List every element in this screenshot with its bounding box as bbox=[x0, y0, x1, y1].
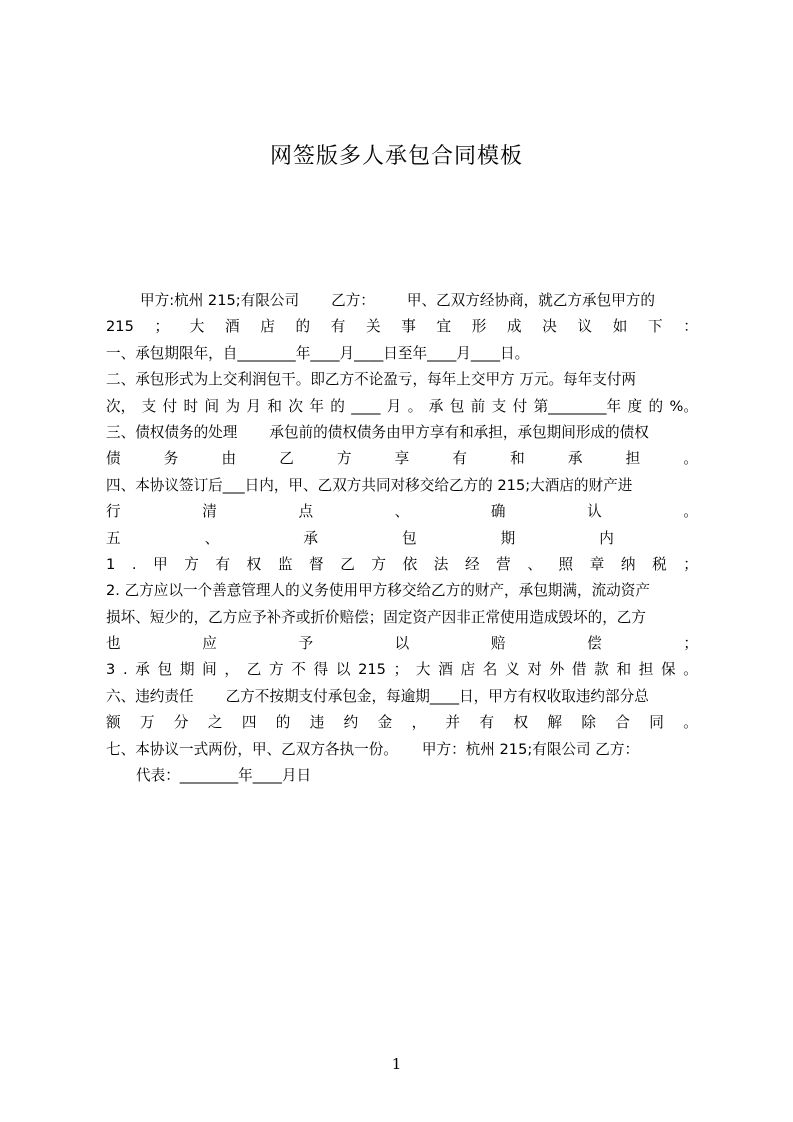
justified-token: 大 bbox=[415, 661, 431, 679]
clause-1-term: 一、承包期限年，自________年____月____日至年____月____日。 bbox=[106, 344, 530, 362]
justified-token: 包 bbox=[401, 529, 417, 547]
justified-token: 行 bbox=[106, 503, 121, 521]
line-justified bbox=[106, 657, 698, 683]
justified-token: 承 bbox=[428, 397, 444, 415]
justified-token: 方 bbox=[371, 555, 387, 573]
justified-token: 万 bbox=[139, 714, 155, 732]
justified-token: 担 bbox=[638, 661, 654, 679]
justified-token: 有 bbox=[215, 555, 231, 573]
justified-token: 金 bbox=[377, 714, 393, 732]
justified-token: 督 bbox=[309, 555, 324, 573]
justified-token: 法 bbox=[433, 555, 449, 573]
justified-token: 年 bbox=[309, 397, 324, 415]
line-justified bbox=[106, 499, 698, 525]
clause-6-breach bbox=[106, 684, 698, 710]
contract-body bbox=[106, 288, 698, 789]
line-justified bbox=[106, 631, 698, 657]
justified-token: 违 bbox=[309, 714, 325, 732]
justified-token: 承 bbox=[567, 450, 583, 468]
justified-token: ； bbox=[683, 635, 698, 653]
justified-token: 以 bbox=[335, 661, 351, 679]
justified-token: ； bbox=[683, 555, 698, 573]
justified-token: 关 bbox=[366, 318, 381, 336]
justified-token: 包 bbox=[449, 397, 465, 415]
justified-token: 。 bbox=[683, 661, 698, 679]
justified-token: 下 bbox=[648, 318, 663, 336]
justified-token: 借 bbox=[571, 661, 587, 679]
justified-token: 间 bbox=[204, 397, 220, 415]
justified-token: 方 bbox=[336, 450, 352, 468]
justified-token: 间 bbox=[202, 661, 217, 679]
justified-token: 215 bbox=[358, 661, 386, 679]
justified-token: 认 bbox=[587, 503, 602, 521]
justified-token: 乙 bbox=[279, 450, 294, 468]
justified-token: 债 bbox=[106, 450, 121, 468]
justified-token: 承 bbox=[135, 661, 150, 679]
justified-token: 合 bbox=[615, 714, 630, 732]
justified-token: 承 bbox=[303, 529, 318, 547]
justified-token: 以 bbox=[394, 635, 410, 653]
justified-token: 、 bbox=[204, 529, 220, 547]
justified-token: 有 bbox=[479, 714, 495, 732]
justified-token: %。 bbox=[669, 397, 698, 415]
justified-token: 支 bbox=[141, 397, 157, 415]
clause-5-item-2: 2. 乙方应以一个善意管理人的义务使用甲方移交给乙方的财产，承包期满，流动资产 bbox=[106, 582, 650, 600]
justified-token: 除 bbox=[581, 714, 596, 732]
justified-token: 的 bbox=[330, 397, 345, 415]
clause-6-text: 乙方不按期支付承包金，每逾期____日，甲方有权收取违约部分总 bbox=[225, 687, 649, 705]
justified-token: 有 bbox=[452, 450, 468, 468]
justified-token: 的 bbox=[275, 714, 291, 732]
justified-token: 也 bbox=[106, 635, 121, 653]
justified-token: 支 bbox=[491, 397, 507, 415]
justified-token: 约 bbox=[343, 714, 359, 732]
justified-token: 解 bbox=[547, 714, 562, 732]
justified-token: 酒 bbox=[225, 318, 240, 336]
justified-token: 务 bbox=[163, 450, 179, 468]
justified-token: 偿 bbox=[587, 635, 602, 653]
justified-token: 依 bbox=[402, 555, 418, 573]
justified-token: 宜 bbox=[436, 318, 452, 336]
justified-token: 营 bbox=[496, 555, 511, 573]
justified-token: 和 bbox=[267, 397, 282, 415]
justified-token: 如 bbox=[612, 318, 628, 336]
justified-token: 予 bbox=[298, 635, 314, 653]
line-justified bbox=[106, 446, 698, 472]
justified-token: 时 bbox=[183, 397, 199, 415]
justified-token: 期 bbox=[500, 529, 516, 547]
justified-token: 形 bbox=[471, 318, 487, 336]
justified-token: 乙 bbox=[340, 555, 355, 573]
justified-token: 赔 bbox=[490, 635, 506, 653]
document-title: 网签版多人承包合同模板 bbox=[269, 144, 523, 169]
justified-token: 有 bbox=[330, 318, 346, 336]
justified-token: 得 bbox=[313, 661, 329, 679]
clause-7-copies bbox=[106, 737, 698, 763]
justified-token: 次 bbox=[288, 397, 303, 415]
justified-token: 乙 bbox=[246, 661, 262, 679]
justified-token: 包 bbox=[157, 661, 173, 679]
justified-token: 权 bbox=[513, 714, 529, 732]
justified-token: 和 bbox=[510, 450, 525, 468]
justified-token: 对 bbox=[527, 661, 542, 679]
justified-token: 照 bbox=[558, 555, 574, 573]
justified-token: ____ bbox=[351, 397, 381, 415]
justified-token: 酒 bbox=[438, 661, 453, 679]
justified-token: 、 bbox=[394, 503, 410, 521]
justified-token: 内 bbox=[599, 529, 614, 547]
justified-token: 税 bbox=[652, 555, 667, 573]
justified-token: ； bbox=[154, 318, 170, 336]
line-justified bbox=[106, 526, 698, 552]
party-b-label: 乙方： bbox=[331, 292, 375, 309]
clause-2-form: 二、承包形式为上交利润包干。即乙方不论盈亏，每年上交甲方 万元。每年支付两 bbox=[106, 371, 637, 389]
justified-token: 付 bbox=[162, 397, 178, 415]
clause-3-text: 承包前的债权债务由甲方享有和承担，承包期间形成的债权 bbox=[269, 423, 649, 441]
justified-token: 章 bbox=[589, 555, 605, 573]
justified-token: 和 bbox=[616, 661, 632, 679]
line-justified bbox=[106, 710, 698, 736]
justified-token: 店 bbox=[260, 318, 275, 336]
justified-token: 为 bbox=[225, 397, 241, 415]
line-justified bbox=[106, 552, 698, 578]
justified-token: 。 bbox=[683, 714, 698, 732]
party-a-label: 甲方:杭州 215;有限公司 bbox=[140, 292, 300, 309]
justified-token: 经 bbox=[464, 555, 480, 573]
justified-token: 权 bbox=[246, 555, 262, 573]
justified-token: 确 bbox=[490, 503, 506, 521]
justified-token: 议 bbox=[577, 318, 593, 336]
justified-token: 外 bbox=[549, 661, 565, 679]
justified-token: 。 bbox=[683, 450, 698, 468]
justified-token: 监 bbox=[277, 555, 293, 573]
preamble-text: 甲、乙双方经协商，就乙方承包甲方的 bbox=[406, 292, 655, 309]
justified-token: 由 bbox=[221, 450, 237, 468]
clause-7-text: 七、本协议一式两份，甲、乙双方各执一份。 bbox=[106, 740, 398, 758]
representative-date-line: 代表：________年____月日 bbox=[136, 767, 312, 785]
justified-token: 保 bbox=[661, 661, 676, 679]
justified-token: 店 bbox=[460, 661, 476, 679]
justified-token: ： bbox=[683, 318, 698, 336]
justified-token: 大 bbox=[189, 318, 205, 336]
line-justified bbox=[106, 314, 698, 340]
page-number: 1 bbox=[391, 1055, 402, 1073]
justified-token: 五 bbox=[106, 529, 121, 547]
justified-token: ， bbox=[224, 661, 240, 679]
justified-token: 月 bbox=[246, 397, 262, 415]
justified-token: . bbox=[131, 555, 137, 573]
justified-token: 同 bbox=[649, 714, 664, 732]
line-justified bbox=[106, 394, 698, 420]
justified-token: 次， bbox=[106, 397, 136, 415]
line-parties bbox=[106, 288, 698, 314]
justified-token: ； bbox=[393, 661, 409, 679]
justified-token: 215 bbox=[106, 318, 134, 336]
justified-token: 担 bbox=[625, 450, 641, 468]
justified-token: 期 bbox=[179, 661, 195, 679]
clause-4-handover: 四、本协议签订后___日内，甲、乙双方共同对移交给乙方的 215;大酒店的财产进 bbox=[106, 476, 633, 494]
justified-token: 、 bbox=[527, 555, 542, 573]
justified-token: 月 bbox=[386, 397, 402, 415]
justified-token: 度 bbox=[627, 397, 643, 415]
justified-token: 。 bbox=[407, 397, 423, 415]
justified-token: 四 bbox=[241, 714, 257, 732]
justified-token: 前 bbox=[470, 397, 486, 415]
justified-token: 3 bbox=[106, 661, 116, 679]
justified-token: 义 bbox=[505, 661, 520, 679]
clause-5-item-2-cont: 损坏、短少的，乙方应予补齐或折价赔偿；固定资产因非正常使用造成毁坏的，乙方 bbox=[106, 608, 646, 626]
justified-token: 享 bbox=[394, 450, 410, 468]
clause-3-heading: 三、债权债务的处理 bbox=[106, 423, 238, 441]
justified-token: 款 bbox=[594, 661, 609, 679]
justified-token: . bbox=[122, 661, 128, 679]
justified-token: 的 bbox=[648, 397, 664, 415]
justified-token: 事 bbox=[401, 318, 416, 336]
justified-token: 清 bbox=[202, 503, 217, 521]
justified-token: 之 bbox=[207, 714, 223, 732]
justified-token: 决 bbox=[542, 318, 557, 336]
justified-token: 额 bbox=[106, 714, 121, 732]
justified-token: 应 bbox=[202, 635, 217, 653]
justified-token: 纳 bbox=[620, 555, 636, 573]
justified-token: 方 bbox=[268, 661, 284, 679]
justified-token: 付 bbox=[512, 397, 528, 415]
justified-token: 成 bbox=[507, 318, 522, 336]
signature-parties: 甲方：杭州 215;有限公司 乙方： bbox=[421, 740, 640, 758]
justified-token: 分 bbox=[173, 714, 189, 732]
clause-6-heading: 六、违约责任 bbox=[106, 687, 194, 705]
justified-token: 名 bbox=[482, 661, 498, 679]
justified-token: 并 bbox=[445, 714, 461, 732]
justified-token: 甲 bbox=[153, 555, 168, 573]
justified-token: ， bbox=[411, 714, 427, 732]
justified-token: 点 bbox=[298, 503, 314, 521]
justified-token: 方 bbox=[184, 555, 199, 573]
justified-token: 的 bbox=[295, 318, 311, 336]
clause-3-debts bbox=[106, 420, 698, 446]
justified-token: 第________年 bbox=[533, 397, 622, 415]
justified-token: 1 bbox=[106, 555, 116, 573]
justified-token: 。 bbox=[683, 503, 698, 521]
justified-token: 不 bbox=[291, 661, 306, 679]
